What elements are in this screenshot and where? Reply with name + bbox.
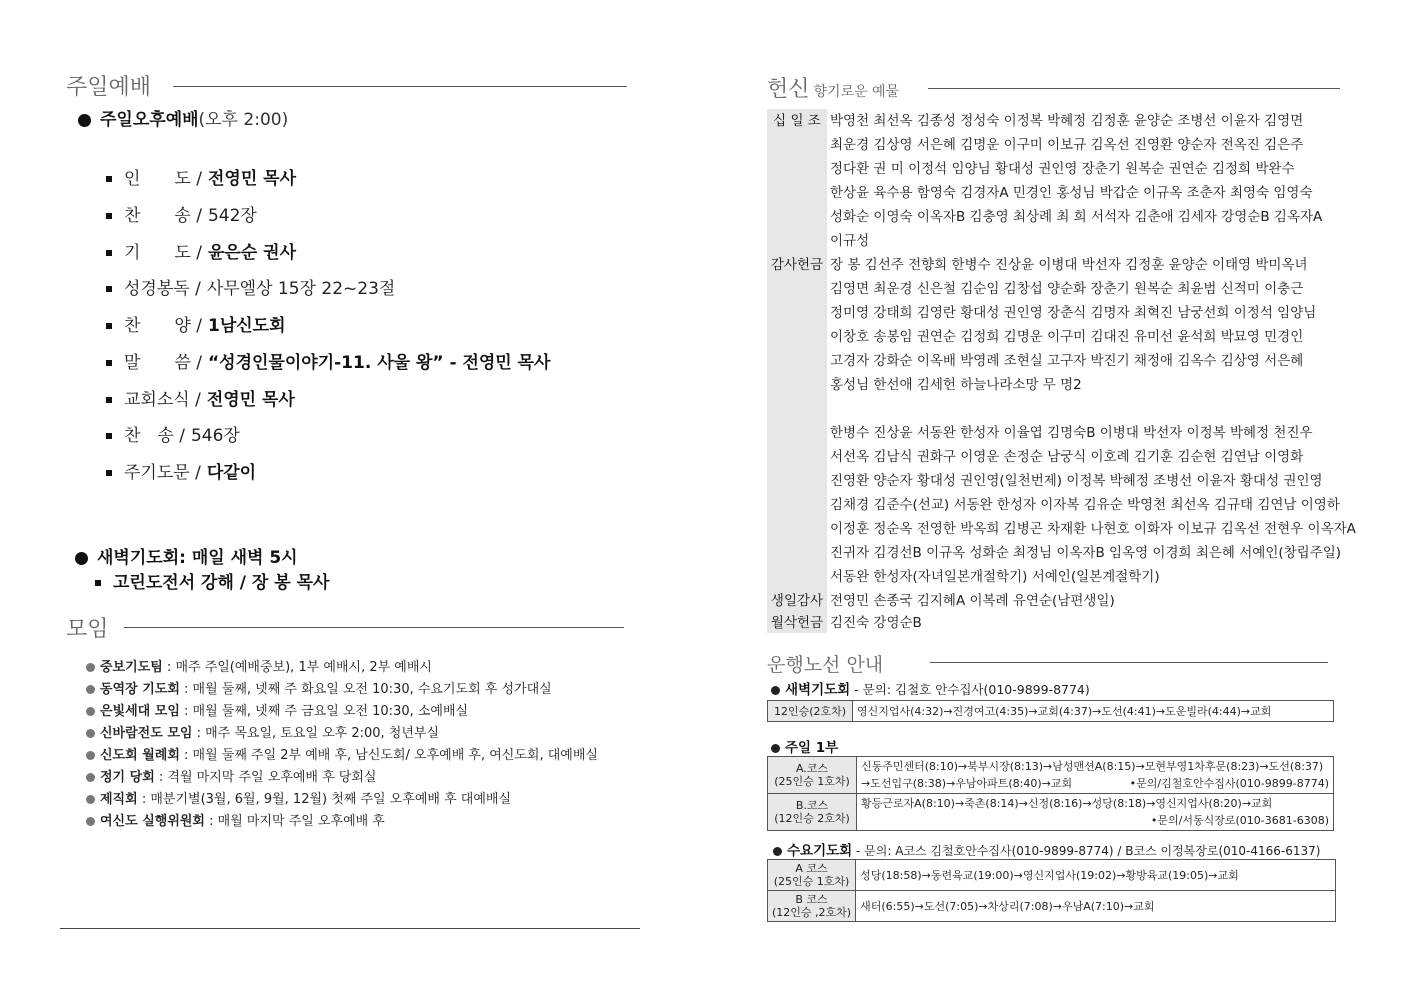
service-name: 주일오후예배 <box>100 110 199 130</box>
offering-row <box>767 109 1342 253</box>
order-value: 전영민 목사 <box>206 390 295 410</box>
route-label: 12인승(2호차) <box>768 701 853 722</box>
meeting-name: 동역장 기도회 <box>100 682 180 697</box>
worship-order-item <box>106 164 296 189</box>
offering-name-line: 진영환 양순자 황대성 권인영(일천번제) 이정복 박혜정 조병선 이윤자 황대성 권인영 <box>830 473 1323 489</box>
offering-subtitle: 향기로운 예물 <box>813 84 900 100</box>
offering-name-line: 김채경 김준수(선교) 서동완 한성자 이자복 김유순 박영천 최선옥 김규태 김연남 이영하 <box>830 497 1340 513</box>
dawn-route-contact: - 문의: 김철호 안수집사(010-9899-8774) <box>850 682 1090 697</box>
bullet-dot-icon <box>771 686 780 695</box>
route-label: B 코스 (12인승 ,2호차) <box>768 891 856 922</box>
bullet-square-icon <box>106 250 112 256</box>
meeting-desc: : 매월 둘째 주일 2부 예배 후, 남신도회/ 오후예배 후, 여신도회, 대예배실 <box>179 748 598 763</box>
offering-name-line: 전영민 손종국 김지혜A 이복례 유연순(남편생일) <box>830 593 1115 609</box>
service-heading <box>78 105 288 130</box>
offering-name-line <box>830 397 1356 421</box>
bullet-square-icon <box>106 433 112 439</box>
order-value: 546장 <box>190 426 240 446</box>
offering-row <box>767 253 1356 589</box>
bullet-square-icon <box>95 580 101 586</box>
offering-label: 십 일 조 <box>767 109 827 253</box>
worship-order-item <box>106 201 257 226</box>
bullet-dot-icon <box>771 744 780 753</box>
meeting-desc: : 매월 마지막 주일 오후예배 후 <box>205 814 385 829</box>
worship-order-item <box>106 238 296 263</box>
worship-order-item <box>106 421 240 446</box>
order-value: 윤은순 권사 <box>207 243 297 263</box>
offering-title-rule <box>928 88 1340 89</box>
routes-title: 운행노선 안내 <box>767 654 884 676</box>
offering-name-line: 장 봉 김선주 전향희 한병수 진상윤 이병대 박선자 김정훈 윤양순 이태영 박미옥녀 <box>830 257 1308 273</box>
offering-name-line: 이창호 송봉임 권연순 김정희 김명운 이구미 김대진 유미선 윤석희 박묘영 민경인 <box>830 329 1304 345</box>
offering-label: 생일감사 <box>767 589 827 611</box>
table-row <box>768 757 1334 794</box>
sunday-route-table <box>767 756 1334 831</box>
bullet-dot-icon <box>86 817 95 826</box>
bullet-dot-icon <box>86 729 95 738</box>
bullet-dot-icon <box>773 847 782 856</box>
meeting-desc: : 매주 목요일, 토요일 오후 2:00, 청년부실 <box>192 726 440 741</box>
offering-names <box>827 109 1342 253</box>
offering-label: 감사헌금 <box>767 253 827 589</box>
worship-order-item <box>106 274 395 299</box>
route-line: 황등근로자A(8:10)→죽촌(8:14)→신정(8:16)→성당(8:18)→영신지업사(8:20)→교회 <box>861 797 1273 810</box>
route-line: →도선입구(8:38)→우남아파트(8:40)→교회 <box>861 777 1073 790</box>
route-label: A.코스 (25인승 1호차) <box>768 757 857 794</box>
dawn-route-heading <box>771 678 1090 698</box>
order-label: 찬 양 / <box>124 316 202 336</box>
offering-name-line: 최운경 김상영 서은혜 김명운 이구미 이보규 김옥선 진영환 양순자 전옥진 김은주 <box>830 137 1304 153</box>
worship-order-item <box>106 311 286 336</box>
sunday-route-title: 주일 1부 <box>785 740 839 756</box>
bullet-dot-icon <box>86 707 95 716</box>
bullet-square-icon <box>106 176 112 182</box>
table-row <box>768 891 1336 922</box>
wednesday-route-title: 수요기도회 <box>787 843 853 859</box>
route-label: B.코스 (12인승 2호차) <box>768 794 857 831</box>
dawn-lecture <box>95 568 329 593</box>
meeting-item <box>86 656 432 675</box>
meeting-desc: : 매분기별(3월, 6월, 9월, 12월) 첫째 주일 오후예배 후 대예배실 <box>137 792 512 807</box>
offering-row <box>767 589 1342 613</box>
order-value: 1남신도회 <box>207 316 286 336</box>
offering-name-line: 한상윤 육수용 함영숙 김경자A 민경인 홍성님 박갑순 이규옥 조춘자 최영숙 임영숙 <box>830 185 1313 201</box>
table-row <box>768 860 1336 891</box>
route-line: 신동주민센터(8:10)→북부시장(8:13)→남성맨션A(8:15)→모현부영1차후문(8:23)→도선(8:37) <box>861 760 1324 773</box>
offering-name-line: 성화순 이영숙 이옥자B 김충영 최상례 최 희 서석자 김춘애 김세자 강영순B 김옥자A <box>830 209 1323 225</box>
route-path <box>857 757 1334 794</box>
routes-title-rule <box>930 662 1328 663</box>
meetings-title-rule <box>124 627 624 628</box>
offering-title: 헌신 향기로운 예물 <box>767 77 900 102</box>
bullet-square-icon <box>106 397 112 403</box>
worship-order-item <box>106 385 295 410</box>
route-contact: •문의/김철호안수집사(010-9899-8774) <box>1129 777 1329 790</box>
bullet-square-icon <box>106 360 112 366</box>
bullet-dot-icon <box>78 114 91 127</box>
order-label: 인 도 / <box>124 169 202 189</box>
offering-names <box>827 253 1356 589</box>
footer-rule <box>60 928 640 929</box>
order-label: 주기도문 / <box>124 463 201 483</box>
meeting-name: 은빛세대 모임 <box>100 704 180 719</box>
meeting-item <box>86 788 511 807</box>
meeting-name: 정기 당회 <box>100 770 155 785</box>
bullet-square-icon <box>106 286 112 292</box>
table-row <box>768 794 1334 831</box>
meetings-title: 모임 <box>66 617 109 642</box>
worship-order-item <box>106 348 550 373</box>
meeting-desc: : 매주 주일(예배중보), 1부 예배시, 2부 예배시 <box>162 660 432 675</box>
order-value: 사무엘상 15장 22~23절 <box>206 279 396 299</box>
meeting-item <box>86 744 598 763</box>
meeting-item <box>86 810 385 829</box>
sunday-route-heading <box>771 736 838 756</box>
offering-name-line: 이정훈 정순옥 전영한 박옥희 김병곤 차재환 나현호 이화자 이보규 김옥선 전현우 이옥자A <box>830 521 1356 537</box>
offering-name-line: 김영면 최운경 신은철 김순임 김창섭 양순화 장춘기 원복순 최윤범 신적미 이충근 <box>830 281 1304 297</box>
offering-name-line: 서동완 한성자(자녀일본개절학기) 서예인(일본계절학기) <box>830 569 1160 585</box>
bullet-dot-icon <box>86 795 95 804</box>
offering-name-line: 박영천 최선옥 김종성 정성숙 이정복 박혜정 김정훈 윤양순 조병선 이윤자 김영면 <box>830 113 1304 129</box>
meeting-name: 신바람전도 모임 <box>100 726 193 741</box>
offering-name-line: 서선옥 김남식 권화구 이영운 손정순 남궁식 이호례 김기훈 김순현 김연남 이영화 <box>830 449 1304 465</box>
bullet-dot-icon <box>75 552 88 565</box>
route-path <box>857 794 1334 831</box>
wednesday-route-table <box>767 859 1336 922</box>
offering-name-line: 고경자 강화순 이옥배 박영례 조현실 고구자 박진기 채정애 김옥수 김상영 서은혜 <box>830 353 1304 369</box>
order-label: 성경봉독 / <box>124 279 201 299</box>
meeting-name: 중보기도팀 <box>100 660 163 675</box>
worship-title: 주일예배 <box>66 75 152 100</box>
order-label: 찬 송 / <box>124 206 202 226</box>
order-label: 교회소식 / <box>124 390 201 410</box>
bullet-dot-icon <box>86 751 95 760</box>
order-value: 542장 <box>207 206 257 226</box>
order-label: 말 씀 / <box>124 353 202 373</box>
offering-name-line: 진귀자 김경선B 이규옥 성화순 최정님 이옥자B 임옥영 이경희 최은혜 서예인(창립주일) <box>830 545 1342 561</box>
wednesday-route-contact: - 문의: A코스 김철호안수집사(010-9899-8774) / B코스 이정복장로(010-4166-6137) <box>852 844 1321 858</box>
meeting-name: 신도회 월례회 <box>100 748 180 763</box>
dawn-prayer <box>75 543 298 568</box>
meeting-name: 제직회 <box>100 792 138 807</box>
bullet-square-icon <box>106 323 112 329</box>
route-path: 새터(6:55)→도선(7:05)→차상리(7:08)→우남A(7:10)→교회 <box>856 891 1336 922</box>
meeting-item <box>86 766 376 785</box>
route-path: 영신지업사(4:32)→진경여고(4:35)→교회(4:37)→도선(4:41)→도운빌라(4:44)→교회 <box>853 701 1334 722</box>
meeting-desc: : 매월 둘째, 넷째 주 화요일 오전 10:30, 수요기도회 후 성가대실 <box>179 682 552 697</box>
worship-title-rule <box>173 86 627 87</box>
route-label: A 코스 (25인승 1호차) <box>768 860 856 891</box>
offering-name-line: 이규성 <box>830 233 870 249</box>
bullet-dot-icon <box>86 685 95 694</box>
meeting-item <box>86 678 552 697</box>
dawn-lecture-text: 고린도전서 강해 / 장 봉 목사 <box>113 573 330 593</box>
order-value: “성경인물이야기-11. 사울 왕” - 전영민 목사 <box>207 353 551 373</box>
service-time: (오후 2:00) <box>198 110 289 130</box>
route-contact: •문의/서동식장로(010-3681-6308) <box>1150 814 1329 827</box>
bullet-dot-icon <box>86 773 95 782</box>
order-label: 찬 송 / <box>124 426 185 446</box>
bullet-square-icon <box>106 470 112 476</box>
offering-names <box>827 611 1342 635</box>
wednesday-route-heading <box>773 839 1320 859</box>
offering-label: 월삭헌금 <box>767 611 827 633</box>
dawn-prayer-text: 새벽기도회: 매일 새벽 5시 <box>97 548 298 568</box>
bullet-dot-icon <box>86 663 95 672</box>
offering-row <box>767 611 1342 635</box>
meeting-desc: : 격월 마지막 주일 오후예배 후 당회실 <box>154 770 377 785</box>
meeting-name: 여신도 실행위원회 <box>100 814 205 829</box>
offering-name-line: 한병수 진상윤 서동완 한성자 이율엽 김명숙B 이병대 박선자 이정복 박혜정 천진우 <box>830 425 1313 441</box>
order-value: 다같이 <box>206 463 257 483</box>
offering-name-line: 정다환 권 미 이정석 임양님 황대성 권인영 장춘기 원복순 권연순 김정희 박완수 <box>830 161 1295 177</box>
route-path: 성당(18:58)→동련육교(19:00)→영신지업사(19:02)→황방육교(19:05)→교회 <box>856 860 1336 891</box>
meeting-item <box>86 700 468 719</box>
meeting-desc: : 매월 둘째, 넷째 주 금요일 오전 10:30, 소예배실 <box>179 704 469 719</box>
worship-order-item <box>106 458 256 483</box>
bullet-square-icon <box>106 213 112 219</box>
offering-names <box>827 589 1342 613</box>
table-row <box>768 701 1334 722</box>
offering-name-line: 정미영 강태희 김영란 황대성 권인영 장춘식 김명자 최혁진 남궁선희 이정석 임양님 <box>830 305 1317 321</box>
dawn-route-table <box>767 700 1334 722</box>
order-label: 기 도 / <box>124 243 202 263</box>
dawn-route-title: 새벽기도회 <box>785 682 851 698</box>
offering-name-line: 홍성님 한선애 김세헌 하늘나라소망 무 명2 <box>830 377 1082 393</box>
offering-name-line: 김진숙 강영순B <box>830 615 922 631</box>
meeting-item <box>86 722 439 741</box>
order-value: 전영민 목사 <box>207 169 297 189</box>
